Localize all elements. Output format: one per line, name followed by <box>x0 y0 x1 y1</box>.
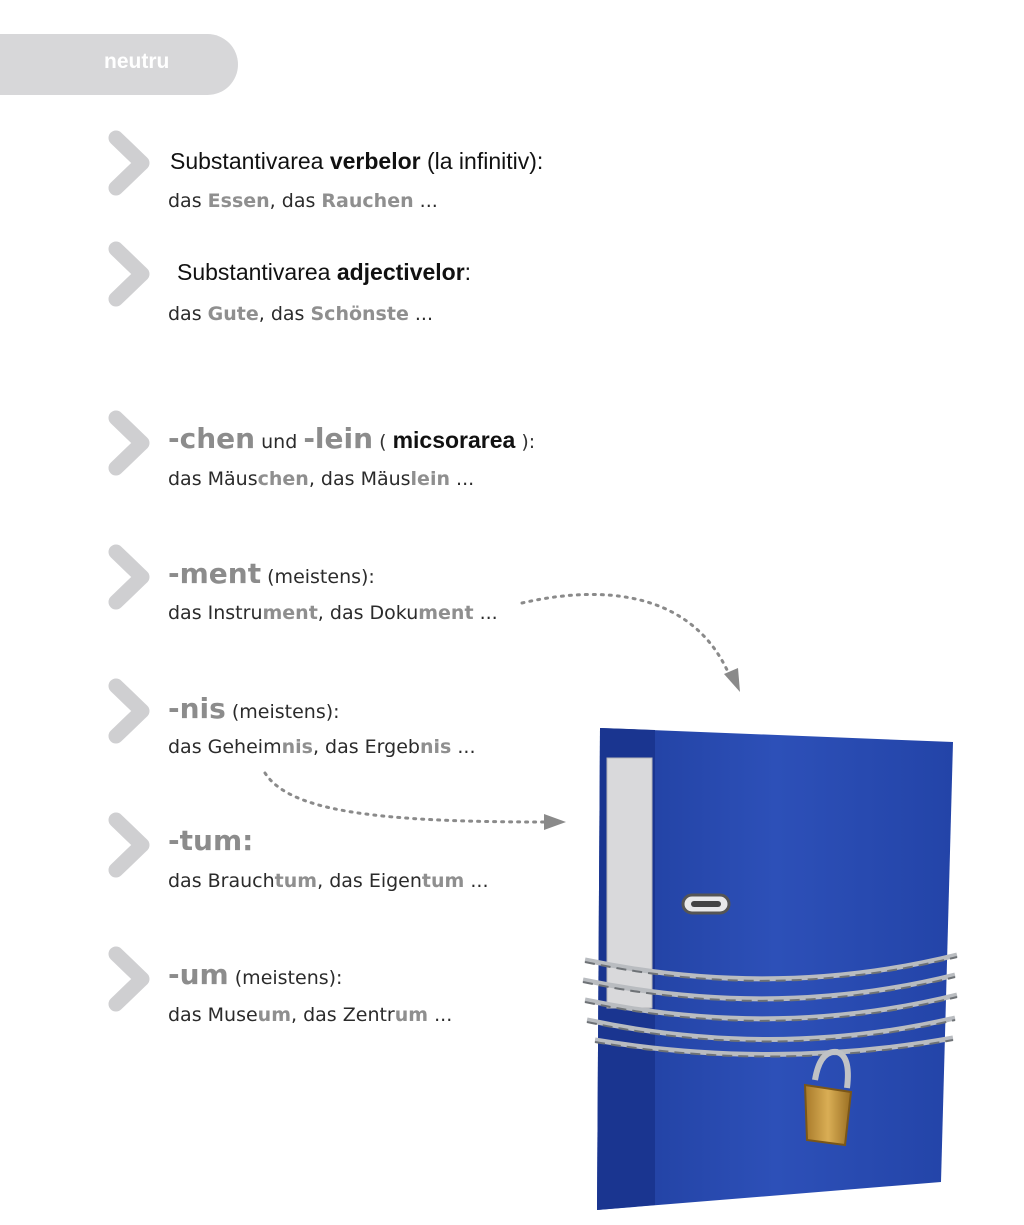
rule-heading-verbs: Substantivarea verbelor (la infinitiv): <box>170 148 544 174</box>
dotted-arrow-nis <box>265 773 546 822</box>
rule-heading-adjectives: Substantivarea adjectivelor: <box>177 259 472 285</box>
rule-examples-ment: das Instrument, das Dokument ... <box>168 602 498 624</box>
section-tab-label: neutru <box>104 50 170 73</box>
rule-examples-um: das Museum, das Zentrum ... <box>168 1004 453 1026</box>
rule-examples-adjectives: das Gute, das Schönste ... <box>168 303 434 325</box>
rule-examples-verbs: das Essen, das Rauchen ... <box>168 190 438 212</box>
rule-examples-nis: das Geheimnis, das Ergebnis ... <box>168 736 476 758</box>
arrowhead-nis <box>544 814 566 830</box>
chained-binder-image <box>575 700 970 1215</box>
dotted-arrow-ment <box>522 594 728 672</box>
rule-heading-nis: -nis (meistens): <box>168 692 340 725</box>
rule-heading-ment: -ment (meistens): <box>168 557 375 590</box>
rule-heading-diminutive: -chen und -lein ( micsorarea ): <box>168 422 536 455</box>
rule-heading-tum: -tum: <box>168 824 254 857</box>
rule-examples-diminutive: das Mäuschen, das Mäuslein ... <box>168 468 475 490</box>
arrowhead-ment <box>724 668 740 692</box>
rule-heading-um: -um (meistens): <box>168 958 343 991</box>
rule-examples-tum: das Brauchtum, das Eigentum ... <box>168 870 489 892</box>
